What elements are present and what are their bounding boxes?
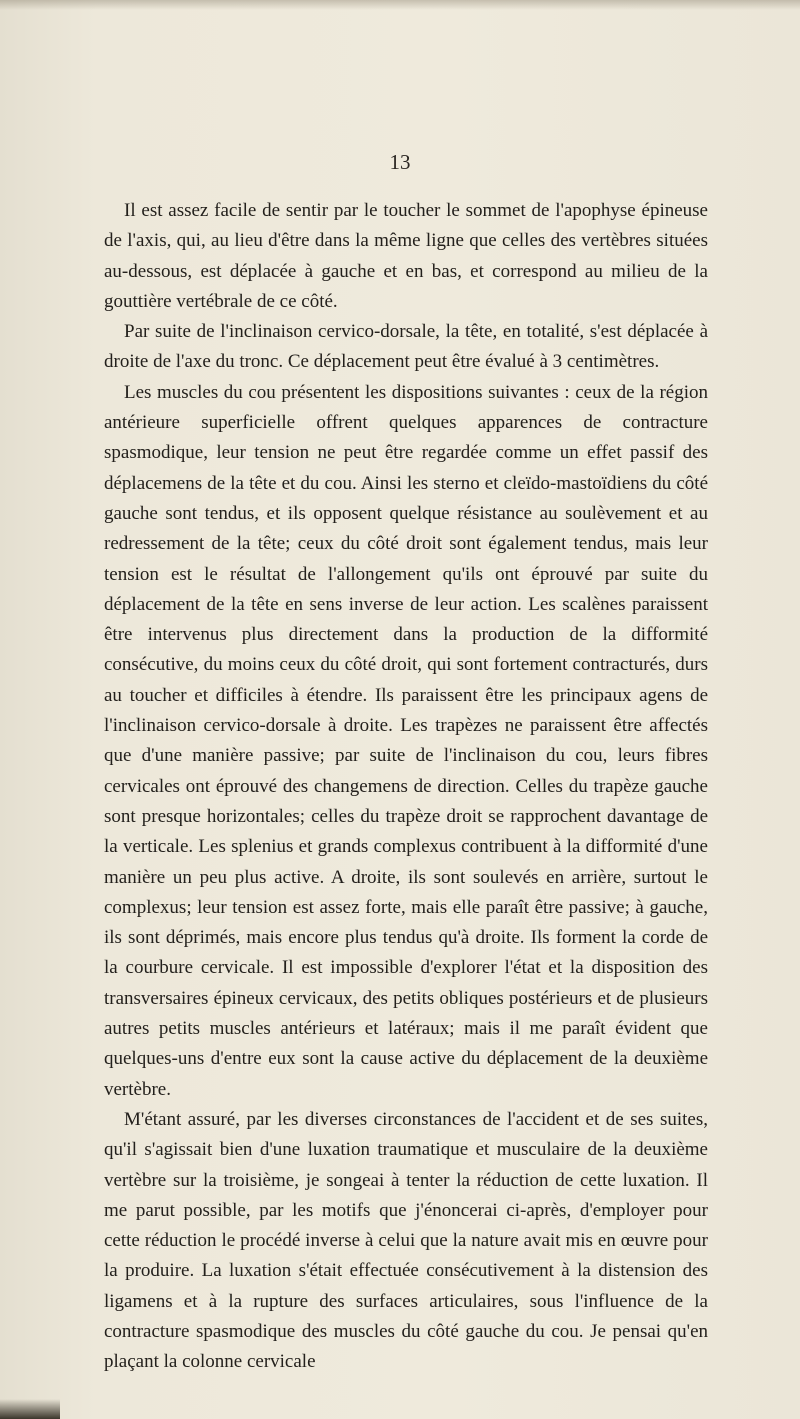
page-top-shadow [0,0,800,10]
paragraph-3: Les muscles du cou présentent les dispositions suivantes : ceux de la région antérieure superficielle offrent quelques apparences de contracture spasmodique, leur tension ne peut être regardée comme un effet passif des déplacemens de la tête et du cou. Ainsi les sterno et cleïdo-mastoïdiens du côté gauche sont tendus, et ils opposent quelque résistance au soulèvement et au redressement de la tête; ceux du côté droit sont également tendus, mais leur tension est le résultat de l'allongement qu'ils ont éprouvé par suite du déplacement de la tête en sens inverse de leur action. Les scalènes paraissent être intervenus plus directement dans la production de la difformité consécutive, du moins ceux du côté droit, qui sont fortement contracturés, durs au toucher et difficiles à étendre. Ils paraissent être les principaux agens de l'inclinaison cervico-dorsale à droite. Les trapèzes ne paraissent être affectés que d'une manière passive; par suite de l'inclinaison du cou, leurs fibres cervicales ont éprouvé des changemens de direction. Celles du trapèze gauche sont presque horizontales; celles du trapèze droit se rapprochent davantage de la verticale. Les splenius et grands complexus contribuent à la difformité d'une manière un peu plus active. A droite, ils sont soulevés en arrière, surtout le complexus; leur tension est assez forte, mais elle paraît être passive; à gauche, ils sont déprimés, mais encore plus tendus qu'à droite. Ils forment la corde de la courbure cervicale. Il est impossible d'explorer l'état et la disposition des transversaires épineux cervicaux, des petits obliques postérieurs et de plusieurs autres petits muscles antérieurs et latéraux; mais il me paraît évident que quelques-uns d'entre eux sont la cause active du déplacement de la deuxième vertèbre. [104,381,708,1100]
page-corner-shadow [0,1399,60,1419]
paragraph-4: M'étant assuré, par les diverses circonstances de l'accident et de ses suites, qu'il s'agissait bien d'une luxation traumatique et musculaire de la deuxième vertèbre sur la troisième, je songeai à tenter la réduction de cette luxation. Il me parut possible, par les motifs que j'énoncerai ci-après, d'employer pour cette réduction le procédé inverse à celui que la nature avait mis en œuvre pour la produire. La luxation s'était effectuée consécutivement à la distension des ligamens et à la rupture des surfaces articulaires, sous l'influence de la contracture spasmodique des muscles du côté gauche du cou. Je pensai qu'en plaçant la colonne cervicale [104,1108,708,1373]
body-text [104,196,708,1378]
paragraph-1: Il est assez facile de sentir par le toucher le sommet de l'apophyse épineuse de l'axis, qui, au lieu d'être dans la même ligne que celles des vertèbres situées au-dessous, est déplacée à gauche et en bas, et correspond au milieu de la gouttière vertébrale de ce côté. [104,200,708,312]
paragraph-2: Par suite de l'inclinaison cervico-dorsale, la tête, en totalité, s'est déplacée à droite de l'axe du tronc. Ce déplacement peut être évalué à 3 centimètres. [104,321,708,373]
page-number: 13 [389,150,411,174]
